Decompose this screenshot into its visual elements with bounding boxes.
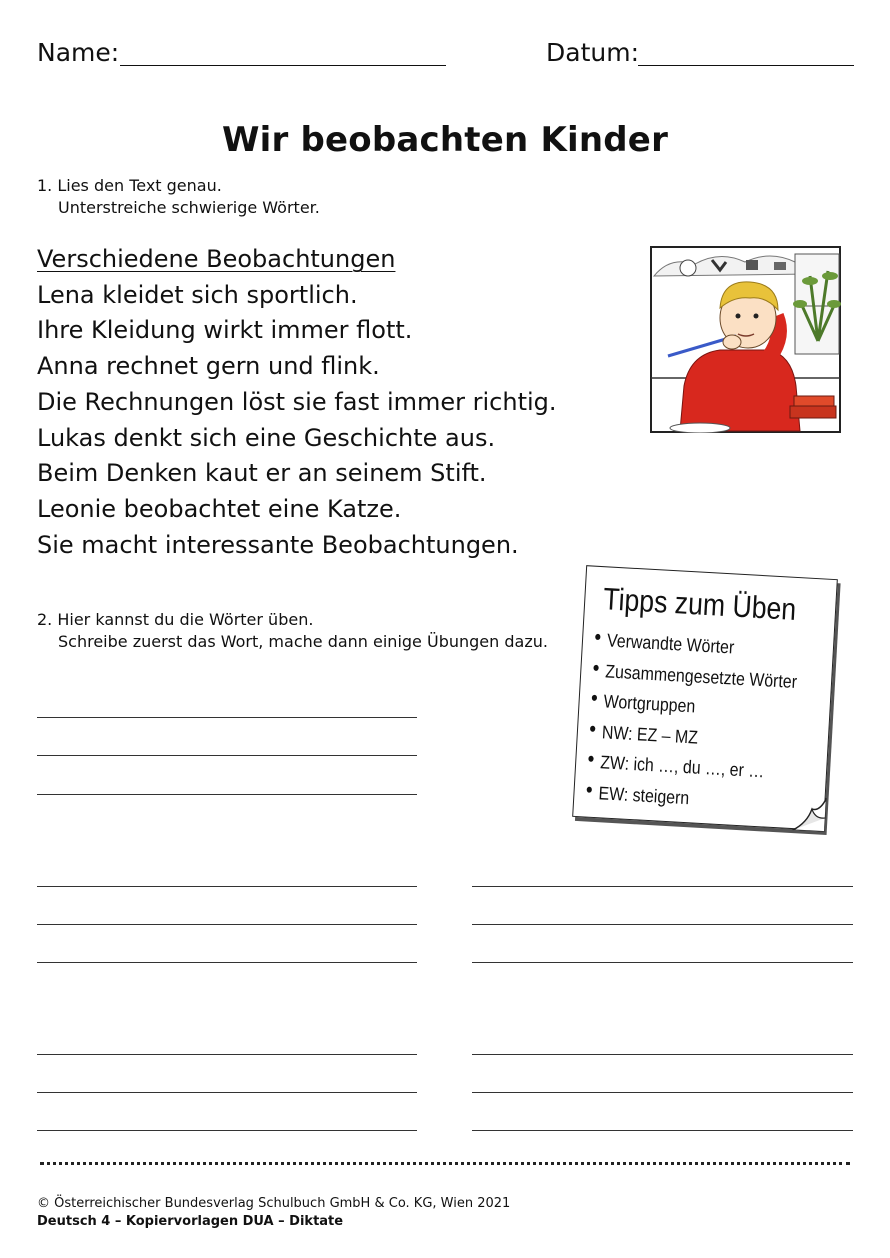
story-line: Sie macht interessante Beobachtungen. <box>37 530 519 559</box>
writing-line[interactable] <box>472 886 853 887</box>
bullet-icon <box>587 786 592 792</box>
story-line: Die Rechnungen löst sie fast immer richtig. <box>37 387 557 416</box>
task-1-line-1: 1. Lies den Text genau. <box>37 176 222 195</box>
writing-line[interactable] <box>37 886 417 887</box>
writing-line[interactable] <box>37 962 417 963</box>
page-curl-icon <box>785 796 827 832</box>
writing-line[interactable] <box>472 924 853 925</box>
date-label: Datum: <box>546 38 639 67</box>
task-2-line-1: 2. Hier kannst du die Wörter üben. <box>37 610 314 629</box>
tips-item: Verwandte Wörter <box>594 629 799 671</box>
name-label: Name: <box>37 38 120 67</box>
story-heading: Verschiedene Beobachtungen <box>37 245 396 273</box>
story-line: Leonie beobachtet eine Katze. <box>37 494 402 523</box>
writing-line[interactable] <box>472 1054 853 1055</box>
bullet-icon <box>595 634 600 640</box>
name-field-line[interactable] <box>120 65 446 66</box>
dotted-divider <box>40 1162 850 1175</box>
story-line: Lukas denkt sich eine Geschichte aus. <box>37 423 496 452</box>
writing-line[interactable] <box>37 1130 417 1131</box>
writing-line[interactable] <box>37 755 417 756</box>
writing-line[interactable] <box>37 1092 417 1093</box>
tips-item: NW: EZ – MZ <box>589 720 794 762</box>
task-1-instructions <box>37 175 320 219</box>
writing-line[interactable] <box>37 717 417 718</box>
bullet-icon <box>588 756 593 762</box>
task-2-line-2: Schreibe zuerst das Wort, mache dann einige Übungen dazu. <box>58 632 548 651</box>
footer-series: Deutsch 4 – Kopiervorlagen DUA – Diktate <box>37 1214 344 1229</box>
task-1-line-2: Unterstreiche schwierige Wörter. <box>58 198 320 217</box>
story-line: Lena kleidet sich sportlich. <box>37 280 358 309</box>
tips-item: Zusammengesetzte Wörter <box>592 659 797 701</box>
bullet-icon <box>593 664 598 670</box>
writing-line[interactable] <box>37 924 417 925</box>
boy-chewing-pencil-illustration <box>650 246 841 433</box>
tips-title: Tipps zum Üben <box>602 581 798 627</box>
writing-line[interactable] <box>472 1130 853 1131</box>
writing-line[interactable] <box>37 794 417 795</box>
story-line: Ihre Kleidung wirkt immer flott. <box>37 316 413 345</box>
tips-item: ZW: ich …, du …, er … <box>587 751 792 793</box>
bullet-icon <box>592 695 597 701</box>
tips-item: EW: steigern <box>585 781 790 823</box>
tips-item: Wortgruppen <box>591 690 796 732</box>
writing-line[interactable] <box>472 1092 853 1093</box>
page-title: Wir beobachten Kinder <box>221 120 669 160</box>
task-2-instructions <box>37 609 548 653</box>
story-text <box>37 242 557 563</box>
date-field-line[interactable] <box>638 65 854 66</box>
writing-line[interactable] <box>472 962 853 963</box>
writing-line[interactable] <box>37 1054 417 1055</box>
footer-copyright: © Österreichischer Bundesverlag Schulbuch GmbH & Co. KG, Wien 2021 <box>37 1196 511 1211</box>
story-line: Anna rechnet gern und flink. <box>37 352 380 381</box>
bullet-icon <box>590 725 595 731</box>
story-line: Beim Denken kaut er an seinem Stift. <box>37 459 487 488</box>
tips-note-card <box>572 565 838 831</box>
